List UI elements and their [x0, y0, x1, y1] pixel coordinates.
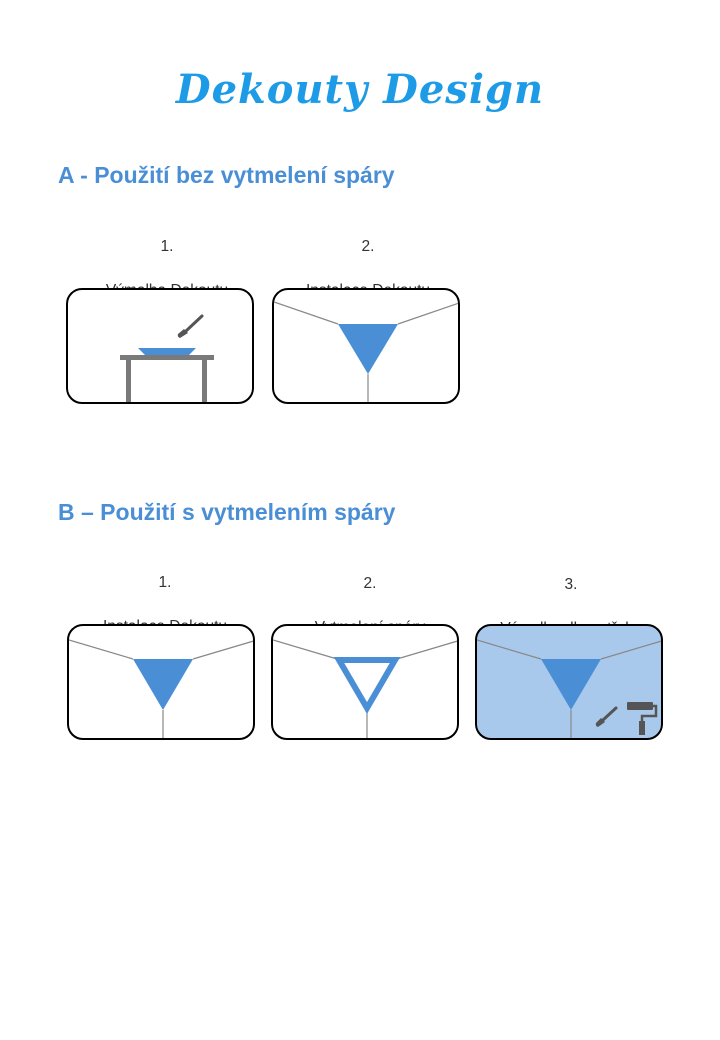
painting-illustration: [68, 290, 254, 404]
wall-line-left: [273, 640, 337, 659]
brand-logo: Dekouty Design: [175, 66, 545, 113]
table-leg-right: [202, 360, 207, 404]
corner-illustration: [69, 626, 255, 740]
wall-line-left: [477, 640, 541, 659]
corner-illustration: [477, 626, 663, 740]
step-number: 2.: [361, 238, 375, 255]
brush-icon: [178, 316, 202, 338]
section-b-title: B – Použití s vytmelením spáry: [58, 499, 396, 525]
step-number: 2.: [363, 575, 377, 592]
dekout-triangle: [338, 324, 398, 374]
corner-illustration: [274, 290, 460, 404]
dekout-profile: [138, 348, 196, 356]
wall-line-right: [397, 640, 459, 659]
dekout-triangle: [541, 659, 601, 710]
wall-line-right: [398, 302, 460, 324]
brush-icon: [596, 708, 616, 727]
table-top: [120, 355, 214, 360]
panel-b2-grouting: [271, 624, 459, 740]
panel-b3-painting: [475, 624, 663, 740]
wall-line-right: [601, 640, 663, 659]
wall-line-left: [274, 302, 338, 324]
panel-a1-painting: [66, 288, 254, 404]
section-a-title: A - Použití bez vytmelení spáry: [58, 162, 395, 188]
dekout-triangle: [133, 659, 193, 710]
grouted-triangle: [339, 660, 395, 708]
wall-line-left: [69, 640, 133, 659]
panel-a2-installation: [272, 288, 460, 404]
table-leg-left: [126, 360, 131, 404]
step-number: 1.: [158, 574, 172, 591]
step-number: 1.: [160, 238, 174, 255]
panel-b1-installation: [67, 624, 255, 740]
paint-roller-icon: [627, 702, 656, 735]
step-number: 3.: [564, 576, 578, 593]
corner-illustration: [273, 626, 459, 740]
wall-line-right: [193, 640, 255, 659]
